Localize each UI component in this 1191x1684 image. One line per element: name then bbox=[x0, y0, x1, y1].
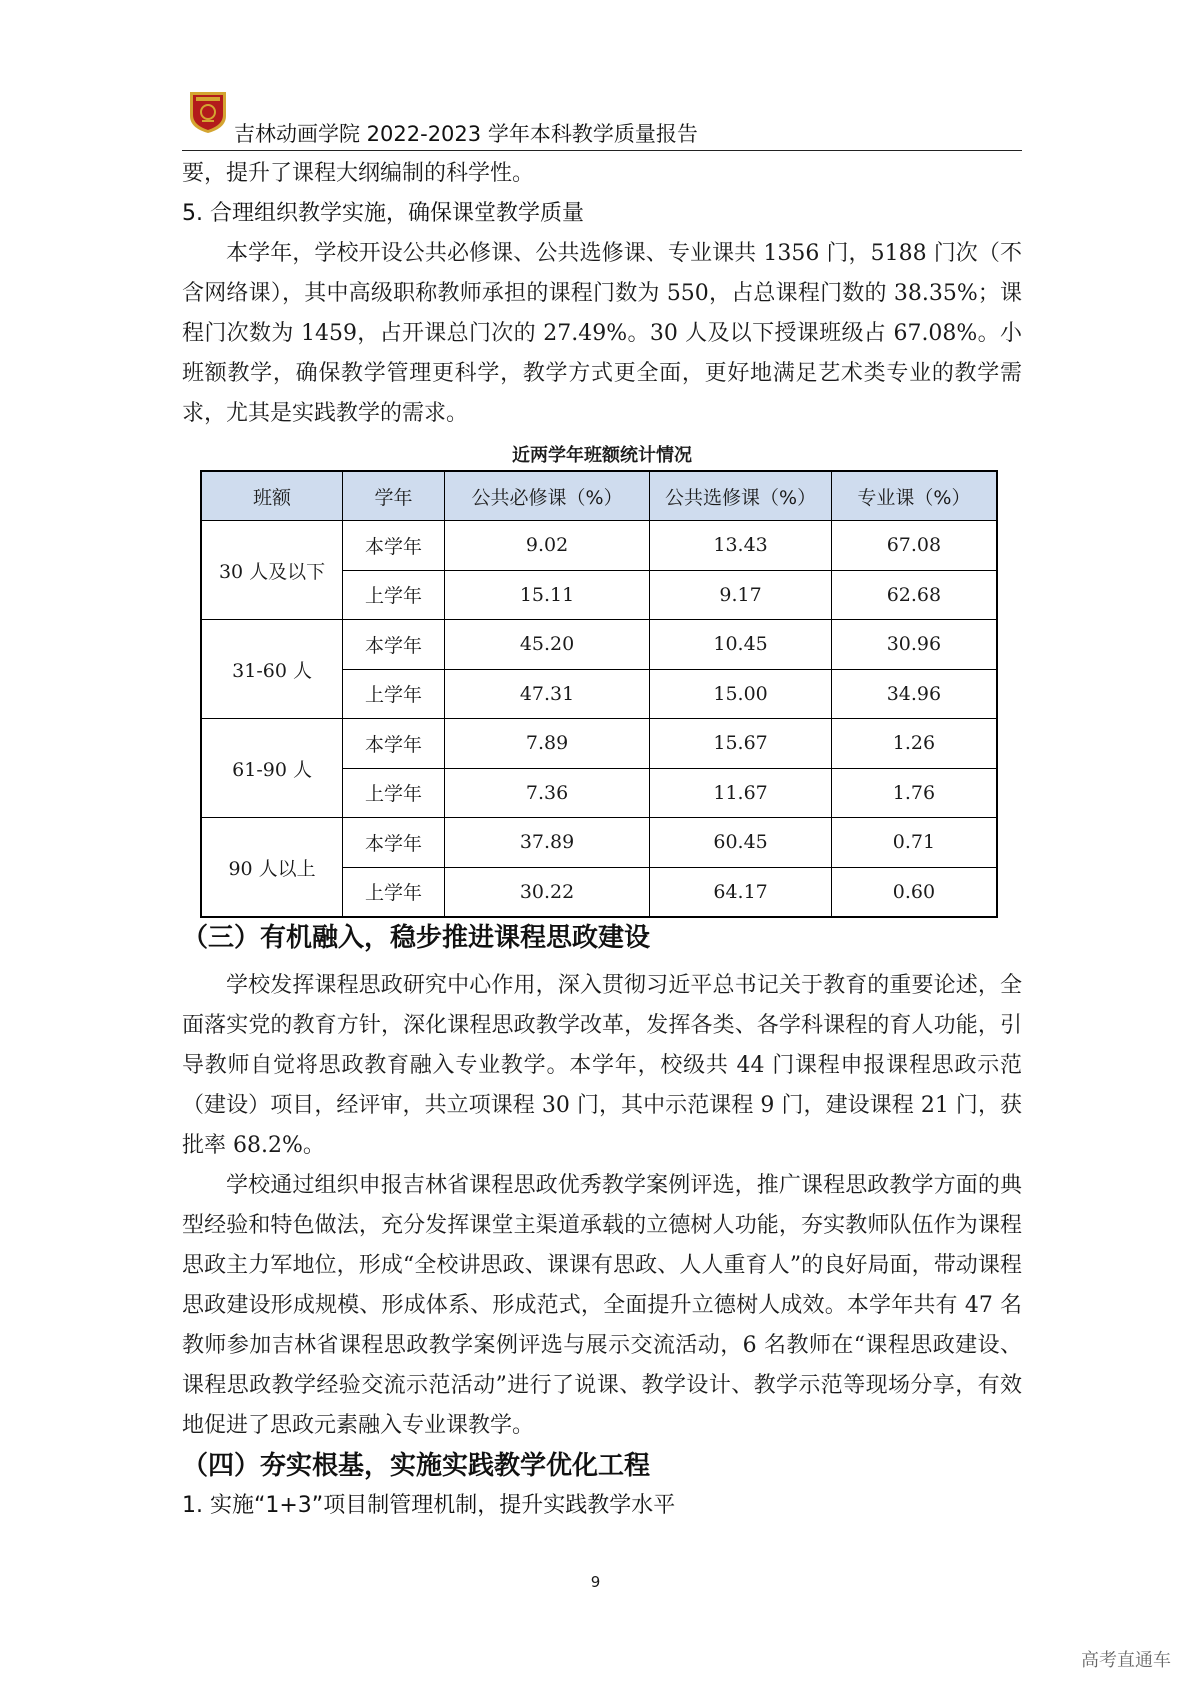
year-cell: 本学年 bbox=[343, 521, 445, 571]
value-cell: 60.45 bbox=[650, 818, 832, 868]
value-cell: 1.76 bbox=[831, 768, 997, 818]
value-cell: 15.11 bbox=[444, 570, 649, 620]
year-cell: 本学年 bbox=[343, 818, 445, 868]
value-cell: 0.60 bbox=[831, 867, 997, 917]
page-header bbox=[182, 88, 1022, 151]
group-label: 31-60 人 bbox=[201, 620, 343, 719]
value-cell: 47.31 bbox=[444, 669, 649, 719]
paragraph-ideology-cases: 学校通过组织申报吉林省课程思政优秀教学案例评选，推广课程思政教学方面的典型经验和特色做法，充分发挥课堂主渠道承载的立德树人功能，夯实教师队伍作为课程思政主力军地位，形成“全校讲思政、课课有思政、人人重育人”的良好局面，带动课程思政建设形成规模、形成体系、形成范式，全面提升立德树人成效。本学年共有 47 名教师参加吉林省课程思政教学案例评选与展示交流活动，6 名教师在“课程思政建设、课程思政教学经验交流示范活动”进行了说课、教学设计、教学示范等现场分享，有效地促进了思政元素融入专业课教学。 bbox=[182, 1173, 1022, 1438]
year-cell: 本学年 bbox=[343, 719, 445, 769]
value-cell: 7.36 bbox=[444, 768, 649, 818]
value-cell: 62.68 bbox=[831, 570, 997, 620]
value-cell: 30.96 bbox=[831, 620, 997, 670]
page-number: 9 bbox=[590, 1573, 601, 1591]
subheading-5: 5. 合理组织教学实施，确保课堂教学质量 bbox=[182, 201, 584, 226]
value-cell: 15.00 bbox=[650, 669, 832, 719]
header-title: 吉林动画学院 2022-2023 学年本科教学质量报告 bbox=[234, 122, 698, 146]
value-cell: 15.67 bbox=[650, 719, 832, 769]
text-block-bottom bbox=[182, 918, 1022, 1526]
value-cell: 30.22 bbox=[444, 867, 649, 917]
value-cell: 64.17 bbox=[650, 867, 832, 917]
table-row bbox=[201, 521, 997, 571]
value-cell: 10.45 bbox=[650, 620, 832, 670]
col-header-required: 公共必修课（%） bbox=[444, 471, 649, 521]
section-heading-3: （三）有机融入，稳步推进课程思政建设 bbox=[182, 923, 651, 953]
value-cell: 7.89 bbox=[444, 719, 649, 769]
group-label: 30 人及以下 bbox=[201, 521, 343, 620]
value-cell: 34.96 bbox=[831, 669, 997, 719]
group-label: 61-90 人 bbox=[201, 719, 343, 818]
subheading-1: 1. 实施“1+3”项目制管理机制，提升实践教学水平 bbox=[182, 1493, 676, 1518]
value-cell: 1.26 bbox=[831, 719, 997, 769]
table-caption: 近两学年班额统计情况 bbox=[512, 445, 692, 466]
col-header-class-size: 班额 bbox=[201, 471, 343, 521]
table-row bbox=[201, 818, 997, 868]
year-cell: 上学年 bbox=[343, 570, 445, 620]
col-header-major: 专业课（%） bbox=[831, 471, 997, 521]
watermark-text: 高考直通车 bbox=[1081, 1650, 1171, 1671]
value-cell: 45.20 bbox=[444, 620, 649, 670]
group-label: 90 人以上 bbox=[201, 818, 343, 918]
paragraph-course-stats: 本学年，学校开设公共必修课、公共选修课、专业课共 1356 门，5188 门次（不含网络课），其中高级职称教师承担的课程门数为 550，占总课程门数的 38.35%；课程门次数为 1459，占开课总门次的 27.49%。30 人及以下授课班级占 67.08%。小班额教学，确保教学管理更科学，教学方式更全面，更好地满足艺术类专业的教学需求，尤其是实践教学的需求。 bbox=[182, 241, 1022, 426]
table-row bbox=[201, 719, 997, 769]
class-size-table bbox=[200, 470, 998, 918]
value-cell: 67.08 bbox=[831, 521, 997, 571]
year-cell: 上学年 bbox=[343, 867, 445, 917]
value-cell: 9.17 bbox=[650, 570, 832, 620]
text-block-top bbox=[182, 154, 1022, 434]
table-row bbox=[201, 620, 997, 670]
school-logo-icon bbox=[188, 88, 228, 134]
year-cell: 上学年 bbox=[343, 669, 445, 719]
value-cell: 37.89 bbox=[444, 818, 649, 868]
table-header-row bbox=[201, 471, 997, 521]
year-cell: 上学年 bbox=[343, 768, 445, 818]
col-header-year: 学年 bbox=[343, 471, 445, 521]
year-cell: 本学年 bbox=[343, 620, 445, 670]
value-cell: 0.71 bbox=[831, 818, 997, 868]
section-heading-4: （四）夯实根基，实施实践教学优化工程 bbox=[182, 1451, 651, 1481]
paragraph-continuation: 要，提升了课程大纲编制的科学性。 bbox=[182, 161, 535, 186]
paragraph-ideology-center: 学校发挥课程思政研究中心作用，深入贯彻习近平总书记关于教育的重要论述，全面落实党的教育方针，深化课程思政教学改革，发挥各类、各学科课程的育人功能，引导教师自觉将思政教育融入专业教学。本学年，校级共 44 门课程申报课程思政示范（建设）项目，经评审，共立项课程 30 门，其中示范课程 9 门，建设课程 21 门，获批率 68.2%。 bbox=[182, 973, 1022, 1158]
col-header-elective: 公共选修课（%） bbox=[650, 471, 832, 521]
value-cell: 13.43 bbox=[650, 521, 832, 571]
value-cell: 9.02 bbox=[444, 521, 649, 571]
value-cell: 11.67 bbox=[650, 768, 832, 818]
